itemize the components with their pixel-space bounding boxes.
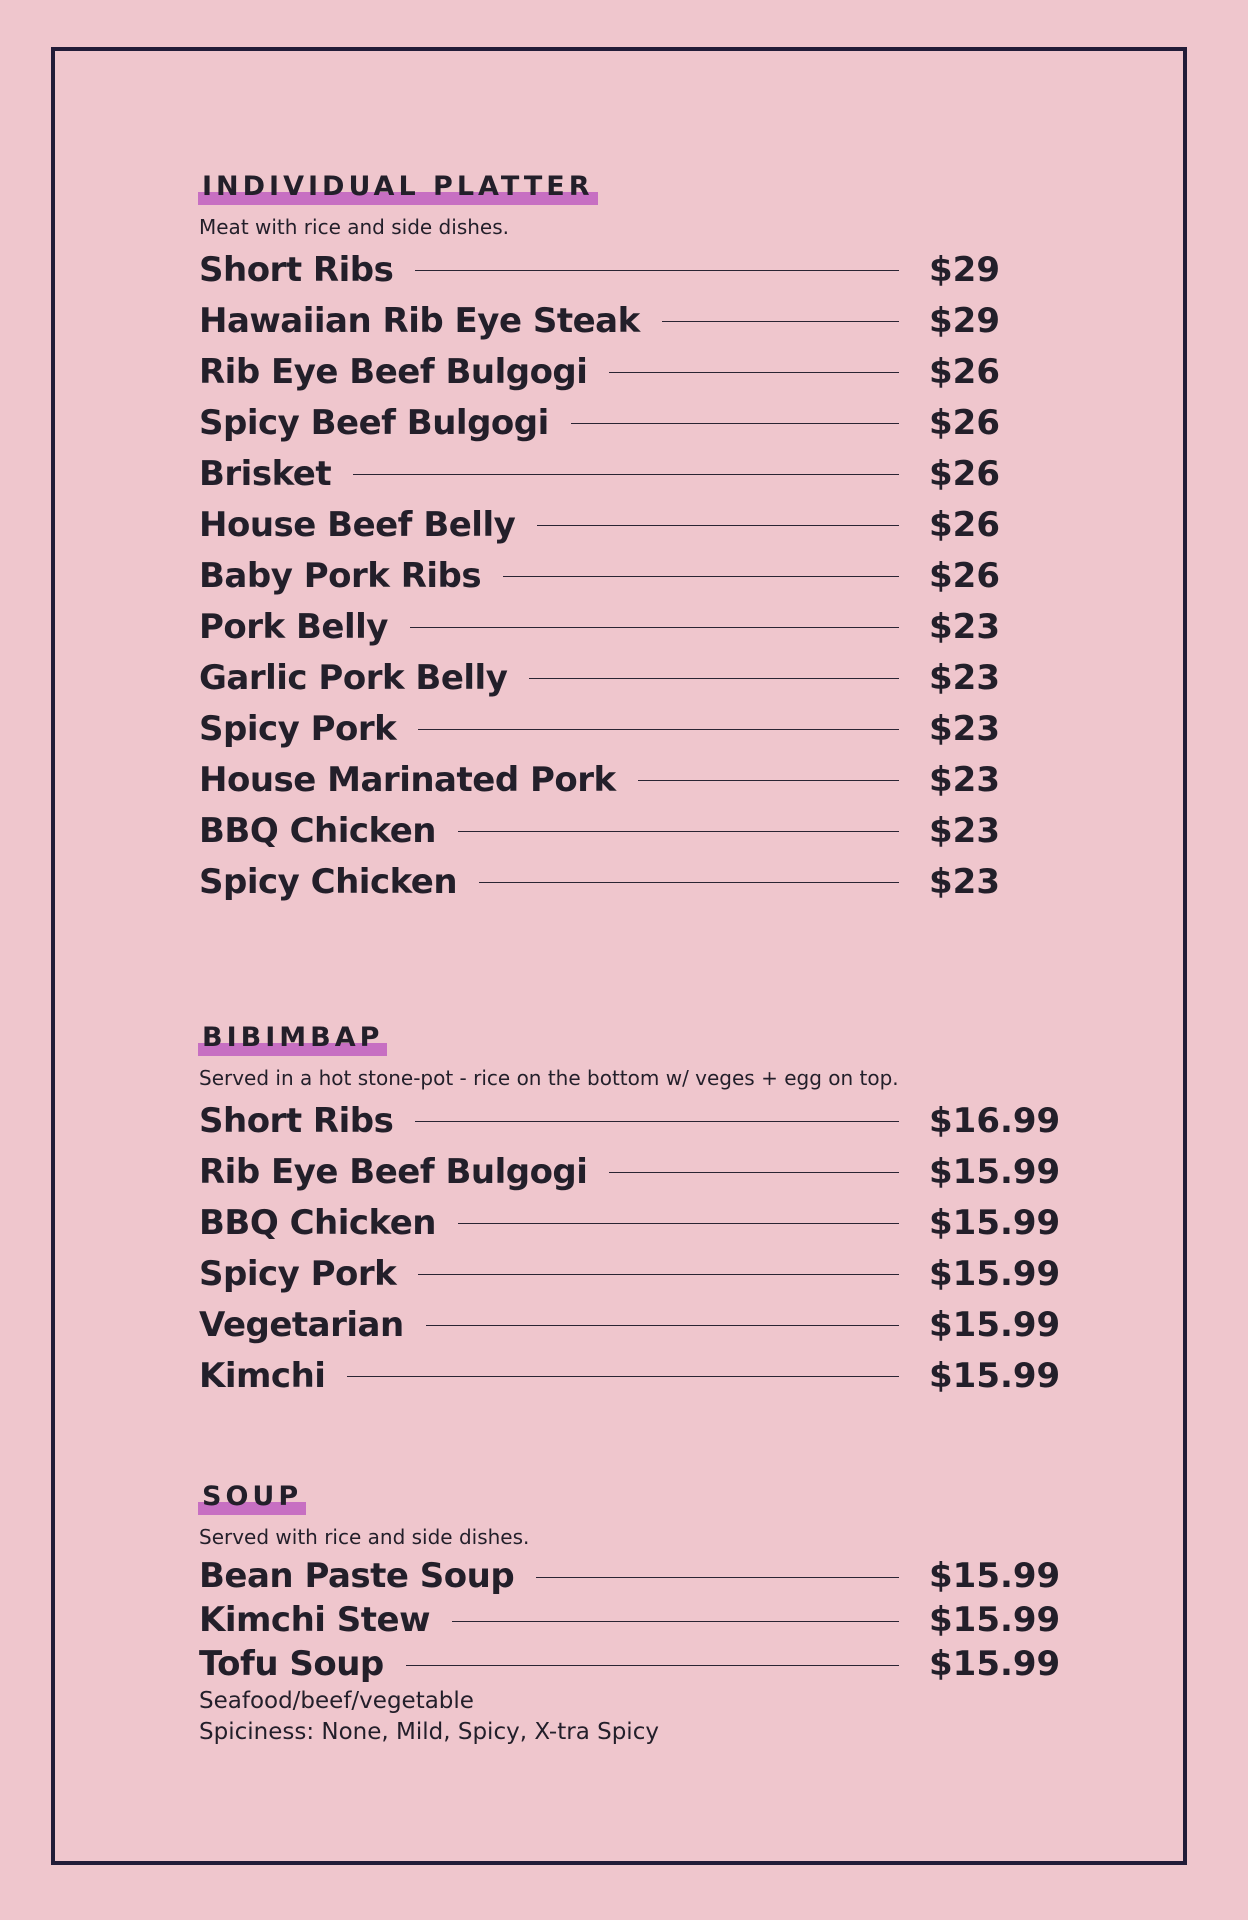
leader-line [353,474,899,475]
menu-item-price: $26 [929,402,1000,443]
leader-line [415,270,899,271]
section-title: SOUP [202,1480,302,1514]
menu-item-name: Garlic Pork Belly [199,657,508,698]
menu-item [199,1642,1059,1686]
menu-item-price: $15.99 [929,1151,1061,1192]
menu-item [199,397,1059,448]
menu-item-price: $16.99 [929,1100,1061,1141]
menu-item-price: $23 [929,810,1000,851]
leader-line [662,321,899,322]
soup-note-spiciness: Spiciness: None, Mild, Spicy, X-tra Spicy [199,1719,659,1745]
menu-item-name: Rib Eye Beef Bulgogi [199,351,588,392]
menu-item-name: House Marinated Pork [199,759,616,800]
menu-item-name: Rib Eye Beef Bulgogi [199,1151,588,1192]
section-description: Meat with rice and side dishes. [199,215,509,239]
menu-item-price: $29 [929,249,1000,290]
menu-item [199,856,1059,907]
menu-item-name: Short Ribs [199,249,394,290]
menu-items [199,1554,1059,1686]
menu-item-price: $23 [929,708,1000,749]
menu-items [199,244,1059,907]
section-title: INDIVIDUAL PLATTER [202,170,594,204]
leader-line [347,1376,899,1377]
menu-item [199,1197,1059,1248]
section-description: Served with rice and side dishes. [199,1525,530,1549]
menu-item [199,1350,1059,1401]
menu-item [199,499,1059,550]
leader-line [503,576,899,577]
menu-item-price: $26 [929,453,1000,494]
leader-line [537,525,899,526]
menu-item-name: Spicy Pork [199,1253,397,1294]
leader-line [529,678,899,679]
leader-line [571,423,899,424]
menu-item-name: Spicy Chicken [199,861,458,902]
section-bibimbap [199,1021,1059,1401]
menu-item-price: $15.99 [929,1600,1061,1640]
menu-item-name: Hawaiian Rib Eye Steak [199,300,640,341]
section-individual-platter [199,170,1059,907]
menu-item [199,346,1059,397]
menu-item [199,550,1059,601]
menu-item [199,652,1059,703]
leader-line [458,1223,899,1224]
menu-item-price: $26 [929,555,1000,596]
menu-item-price: $23 [929,759,1000,800]
leader-line [415,1121,899,1122]
leader-line [609,1172,899,1173]
menu-item-price: $23 [929,606,1000,647]
menu-item-name: House Beef Belly [199,504,516,545]
menu-item-name: Kimchi [199,1355,326,1396]
menu-item [199,1299,1059,1350]
menu-item [199,1146,1059,1197]
leader-line [536,1577,899,1578]
menu-item-price: $23 [929,861,1000,902]
menu-item [199,754,1059,805]
menu-item-price: $15.99 [929,1304,1061,1345]
menu-item [199,601,1059,652]
menu-item [199,295,1059,346]
menu-item-name: BBQ Chicken [199,1202,436,1243]
menu-item-name: BBQ Chicken [199,810,436,851]
menu-item [199,805,1059,856]
leader-line [406,1665,899,1666]
leader-line [479,882,899,883]
leader-line [452,1621,899,1622]
menu-item-name: Spicy Pork [199,708,397,749]
menu-item-name: Kimchi Stew [199,1600,430,1640]
menu-item [199,1554,1059,1598]
menu-item-price: $26 [929,351,1000,392]
menu-item-name: Short Ribs [199,1100,394,1141]
soup-note-options: Seafood/beef/vegetable [199,1688,474,1714]
menu-item-price: $23 [929,657,1000,698]
menu-item-name: Baby Pork Ribs [199,555,482,596]
menu-item-price: $15.99 [929,1253,1061,1294]
menu-item-price: $15.99 [929,1556,1061,1596]
menu-item-name: Pork Belly [199,606,388,647]
menu-item [199,244,1059,295]
leader-line [609,372,899,373]
menu-item-name: Brisket [199,453,332,494]
leader-line [410,627,899,628]
menu-item-name: Vegetarian [199,1304,404,1345]
leader-line [638,780,899,781]
menu-item-name: Spicy Beef Bulgogi [199,402,549,443]
menu-item-price: $29 [929,300,1000,341]
section-soup [199,1480,1059,1748]
menu-item [199,703,1059,754]
section-description: Served in a hot stone-pot - rice on the bottom w/ veges + egg on top. [199,1066,899,1090]
menu-item [199,1248,1059,1299]
leader-line [458,831,899,832]
leader-line [418,1274,899,1275]
menu-item [199,1598,1059,1642]
leader-line [418,729,899,730]
menu-item-price: $26 [929,504,1000,545]
menu-item [199,1095,1059,1146]
menu-item-price: $15.99 [929,1202,1061,1243]
menu-item [199,448,1059,499]
menu-item-name: Bean Paste Soup [199,1556,515,1596]
leader-line [426,1325,899,1326]
section-title: BIBIMBAP [202,1021,383,1055]
menu-item-price: $15.99 [929,1644,1061,1684]
menu-item-name: Tofu Soup [199,1644,384,1684]
menu-item-price: $15.99 [929,1355,1061,1396]
menu-items [199,1095,1059,1401]
